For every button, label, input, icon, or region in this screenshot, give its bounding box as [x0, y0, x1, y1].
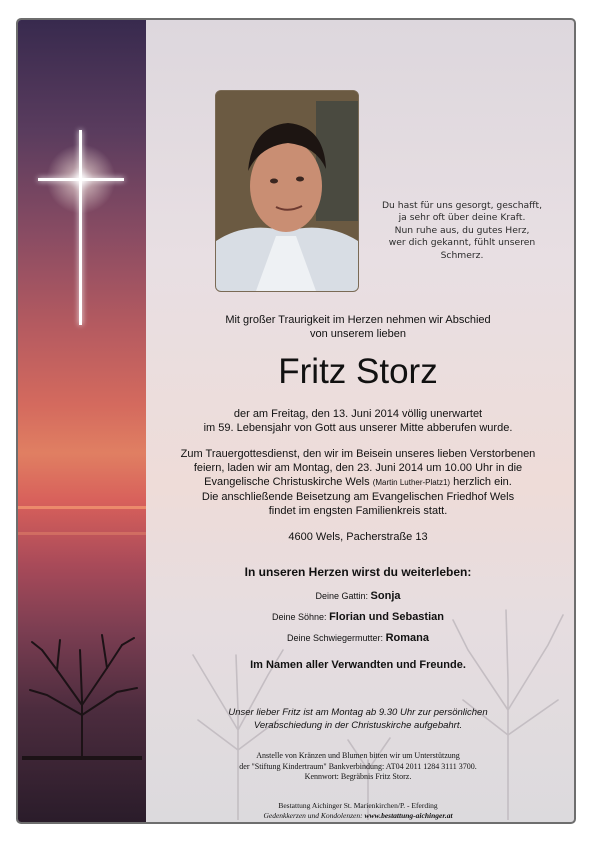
mourners-heading: In unseren Herzen wirst du weiterleben:: [244, 565, 472, 579]
invitation-text: herzlich ein.: [453, 476, 512, 488]
portrait-illustration: [216, 91, 358, 291]
farewell-intro: [158, 313, 558, 341]
service-line: Die anschließende Beisetzung am Evangelischen Friedhof Wels: [201, 491, 515, 503]
family-names: Florian und Sebastian: [329, 611, 444, 623]
farewell-note: [158, 707, 558, 732]
service-line: feiern, laden wir am Montag, den 23. Juni 2014 um 10.00 Uhr in die: [193, 462, 523, 474]
horizon-glow: [18, 532, 146, 535]
intro-line: Mit großer Traurigkeit im Herzen nehmen wir Abschied: [225, 314, 491, 326]
poem-line: Schmerz.: [440, 249, 484, 261]
service-line: Zum Trauergottesdienst, den wir im Beisein unseres lieben Verstorbenen: [180, 448, 536, 460]
church-name: Evangelische Christuskirche Wels: [204, 476, 370, 488]
family-role: Deine Gattin:: [315, 591, 369, 601]
relatives-line: Im Namen aller Verwandten und Freunde.: [250, 659, 466, 671]
deceased-name: Fritz Storz: [278, 352, 438, 391]
family-address: 4600 Wels, Pacherstraße 13: [288, 531, 428, 543]
family-member: [158, 589, 558, 603]
service-line: [158, 475, 558, 490]
tree-silhouette-icon: [22, 610, 142, 760]
donation-line: Anstelle von Kränzen und Blumen bitten wir um Unterstützung: [256, 751, 460, 760]
intro-line: von unserem lieben: [309, 328, 406, 340]
family-role: Deine Schwiegermutter:: [287, 633, 384, 643]
death-notice: [158, 407, 558, 435]
funeral-home-footer: [158, 801, 558, 821]
poem-line: Du hast für uns gesorgt, geschafft,: [381, 200, 543, 211]
family-names: Sonja: [370, 590, 401, 602]
obituary-card: [16, 18, 576, 824]
sunset-strip: [18, 20, 146, 822]
poem-line: wer dich gekannt, fühlt unseren: [388, 237, 536, 249]
donation-line: Kennwort: Begräbnis Fritz Storz.: [304, 772, 412, 781]
condolence-label: Gedenkkerzen und Kondolenzen:: [263, 811, 363, 820]
horizon-glow: [18, 506, 146, 509]
condolence-link[interactable]: www.bestattung-aichinger.at: [364, 811, 453, 820]
funeral-home-name: Bestattung Aichinger St. Marienkirchen/P. - Eferding: [278, 801, 438, 810]
death-notice-line: der am Freitag, den 13. Juni 2014 völlig unerwartet: [233, 408, 483, 420]
service-line: findet im engsten Familienkreis statt.: [268, 505, 448, 517]
note-line: Unser lieber Fritz ist am Montag ab 9.30 Uhr zur persönlichen: [228, 707, 488, 718]
note-line: Verabschiedung in der Christuskirche aufgebahrt.: [253, 719, 463, 731]
memorial-poem: [370, 200, 554, 262]
family-member: [158, 631, 558, 645]
cross-icon-bar: [38, 178, 124, 181]
family-role: Deine Söhne:: [272, 612, 327, 622]
poem-line: Nun ruhe aus, du gutes Herz,: [394, 224, 530, 236]
portrait-photo: [215, 90, 359, 292]
family-member: [158, 610, 558, 624]
condolence-line: [158, 811, 558, 821]
donation-request: [158, 751, 558, 783]
death-notice-line: im 59. Lebensjahr von Gott aus unserer Mitte abberufen wurde.: [203, 422, 513, 434]
service-details: [158, 447, 558, 518]
poem-line: ja sehr oft über deine Kraft.: [398, 212, 526, 224]
cross-icon: [79, 130, 82, 325]
family-names: Romana: [385, 632, 429, 644]
donation-line: der "Stiftung Kindertraum" Bankverbindung: AT04 2011 1284 3111 3700.: [239, 761, 477, 771]
church-address: (Martin Luther-Platz1): [372, 478, 451, 487]
